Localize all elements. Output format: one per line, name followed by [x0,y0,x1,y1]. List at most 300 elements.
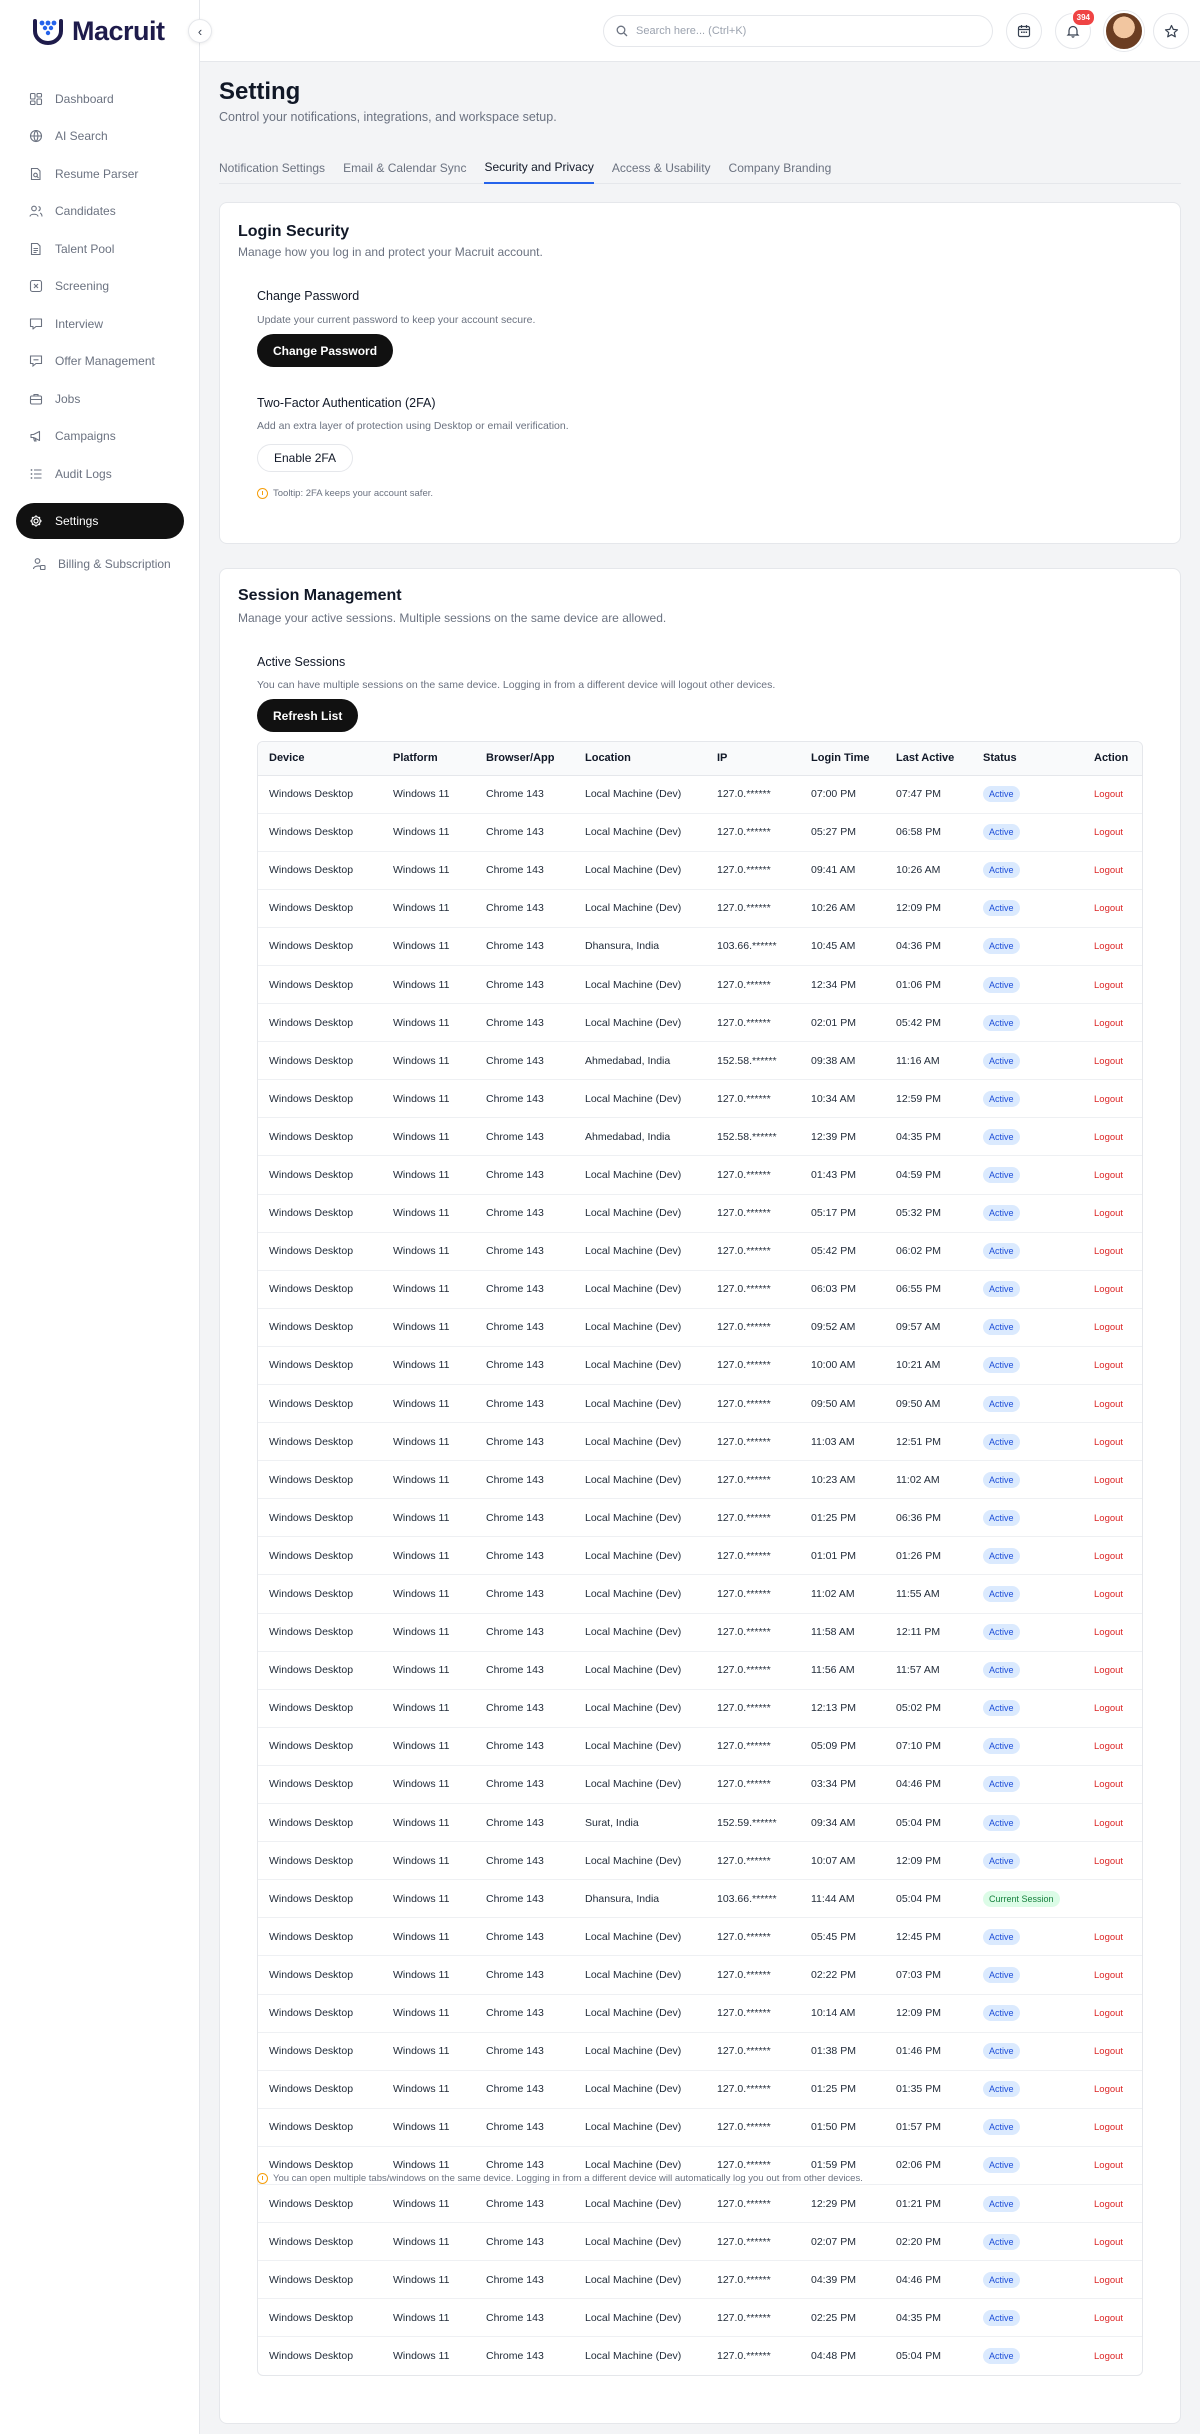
sidebar-item-talent-pool[interactable] [16,230,184,268]
login-security-subtitle: Manage how you log in and protect your Macruit account. [238,245,543,259]
logout-link[interactable]: Logout [1094,2160,1124,2172]
table-cell: Windows 11 [382,2146,475,2184]
star-icon [1164,24,1179,39]
table-cell: Windows 11 [382,1156,475,1194]
table-cell: Chrome 143 [475,1346,574,1384]
action-cell [1083,2299,1143,2337]
status-cell [972,1842,1083,1880]
table-cell: 07:00 PM [800,775,885,813]
tab-security-and-privacy[interactable]: Security and Privacy [484,152,593,184]
logout-link[interactable]: Logout [1094,1398,1124,1410]
table-row [258,2070,1143,2108]
table-cell: Chrome 143 [475,1537,574,1575]
table-cell: Windows 11 [382,775,475,813]
table-cell: 12:09 PM [885,889,972,927]
action-cell [1083,1346,1143,1384]
status-cell [972,1461,1083,1499]
sidebar-item-label: Candidates [55,204,116,219]
table-cell: 05:42 PM [800,1232,885,1270]
action-cell [1083,1461,1143,1499]
table-cell: Local Machine (Dev) [574,1461,706,1499]
table-cell: 01:25 PM [800,2070,885,2108]
search-input[interactable] [603,15,993,47]
table-cell: 103.66.****** [706,927,800,965]
table-cell: Local Machine (Dev) [574,1613,706,1651]
change-password-button[interactable]: Change Password [257,334,393,367]
logout-link[interactable]: Logout [1094,1055,1124,1067]
table-cell: 127.0.****** [706,1270,800,1308]
billing-icon [32,557,46,571]
table-cell: Windows Desktop [258,2032,382,2070]
action-cell [1083,1765,1143,1803]
column-header-platform: Platform [382,742,475,775]
table-cell: 10:21 AM [885,1346,972,1384]
table-cell: 10:26 AM [800,889,885,927]
action-cell [1083,1080,1143,1118]
table-cell: 10:34 AM [800,1080,885,1118]
sidebar-item-interview[interactable] [16,305,184,343]
table-body [258,775,1143,2375]
table-row [258,1194,1143,1232]
status-badge: Active [983,2348,1020,2364]
status-badge: Active [983,1586,1020,1602]
table-cell: Windows 11 [382,1727,475,1765]
sessions-table [257,741,1143,2376]
dashboard-icon [29,92,43,106]
logout-link[interactable]: Logout [1094,827,1124,839]
table-cell: Windows Desktop [258,1537,382,1575]
chevron-left-icon: ‹ [197,23,203,39]
enable-2fa-button[interactable]: Enable 2FA [257,444,353,472]
table-cell: Windows 11 [382,1994,475,2032]
table-cell: 10:45 AM [800,927,885,965]
logout-link[interactable]: Logout [1094,1817,1124,1829]
sidebar-item-resume-parser[interactable] [16,155,184,193]
action-cell [1083,1308,1143,1346]
table-cell: Local Machine (Dev) [574,2223,706,2261]
status-badge: Active [983,2234,1020,2250]
table-cell: Windows Desktop [258,1118,382,1156]
table-cell: Windows 11 [382,1270,475,1308]
sidebar-item-label: Resume Parser [55,166,139,181]
table-cell: 127.0.****** [706,2070,800,2108]
table-cell: Chrome 143 [475,813,574,851]
logout-link[interactable]: Logout [1094,2122,1124,2134]
logout-link[interactable]: Logout [1094,1550,1124,1562]
table-cell: Windows Desktop [258,2184,382,2222]
status-badge: Active [983,938,1020,954]
file-icon [29,242,43,256]
action-cell [1083,813,1143,851]
table-cell: 01:35 PM [885,2070,972,2108]
tab-company-branding[interactable]: Company Branding [728,161,832,175]
table-cell: 127.0.****** [706,1537,800,1575]
logout-link[interactable]: Logout [1094,1627,1124,1639]
table-cell: Windows Desktop [258,1499,382,1537]
logout-link[interactable]: Logout [1094,1589,1124,1601]
table-cell: 127.0.****** [717,2350,771,2363]
action-cell [1083,1118,1143,1156]
login-security-card [219,202,1181,544]
table-row [258,2261,1143,2299]
table-cell: 01:43 PM [800,1156,885,1194]
table-cell: Local Machine (Dev) [574,1194,706,1232]
table-cell: 02:07 PM [800,2223,885,2261]
table-cell: Local Machine (Dev) [574,1994,706,2032]
session-management-subtitle: Manage your active sessions. Multiple sessions on the same device are allowed. [238,611,667,625]
logout-link[interactable]: Logout [1094,1779,1124,1791]
table-cell: Windows Desktop [258,1080,382,1118]
table-cell: 127.0.****** [706,965,800,1003]
logout-link[interactable]: Logout [1094,1741,1124,1753]
table-cell: 04:48 PM [811,2350,856,2363]
logout-link[interactable]: Logout [1094,2274,1124,2286]
logout-link[interactable]: Logout [1094,1665,1124,1677]
table-cell: Windows Desktop [258,1575,382,1613]
table-row [258,1156,1143,1194]
table-cell: 06:55 PM [885,1270,972,1308]
status-badge: Active [983,1396,1020,1412]
table-cell: 04:35 PM [885,1118,972,1156]
status-badge: Active [983,1053,1020,1069]
logout-link[interactable]: Logout [1094,1703,1124,1715]
status-cell [972,1385,1083,1423]
table-cell: Chrome 143 [475,2261,574,2299]
document-search-icon [29,167,43,181]
logout-link[interactable]: Logout [1094,2351,1124,2363]
tab-notification-settings[interactable]: Notification Settings [219,161,326,175]
table-cell: Local Machine (Dev) [574,2299,706,2337]
table-cell: 01:06 PM [885,965,972,1003]
action-cell [1083,1651,1143,1689]
sidebar-item-label: Interview [55,316,104,331]
action-cell [1083,1499,1143,1537]
logout-link[interactable]: Logout [1094,903,1124,915]
table-row [258,1918,1143,1956]
table-cell: 12:09 PM [885,1994,972,2032]
table-cell: Windows Desktop [258,1385,382,1423]
logout-link[interactable]: Logout [1094,865,1124,877]
column-header-action: Action [1083,742,1143,775]
table-cell: Chrome 143 [475,1004,574,1042]
table-cell: Windows 11 [382,1346,475,1384]
logout-link[interactable]: Logout [1094,2312,1124,2324]
logout-link[interactable]: Logout [1094,1131,1124,1143]
logout-link[interactable]: Logout [1094,2084,1124,2096]
logout-link[interactable]: Logout [1094,1474,1124,1486]
collapse-sidebar-button[interactable] [188,19,212,43]
sidebar-item-label: Talent Pool [55,241,115,256]
status-cell [972,1232,1083,1270]
status-cell [972,1308,1083,1346]
table-cell: 152.59.****** [706,1804,800,1842]
table-cell: 152.58.****** [706,1118,800,1156]
logout-link[interactable]: Logout [1094,1931,1124,1943]
logout-link[interactable]: Logout [1094,1360,1124,1372]
table-row [258,1842,1143,1880]
table-cell: Local Machine (Dev) [574,1689,706,1727]
table-cell: Windows Desktop [258,1423,382,1461]
table-cell: 09:57 AM [885,1308,972,1346]
table-cell: 01:21 PM [885,2184,972,2222]
logout-link[interactable]: Logout [1094,2236,1124,2248]
sidebar-item-label: Billing & Subscription [58,557,171,572]
table-cell: Windows 11 [382,1004,475,1042]
sidebar-item-label: Campaigns [55,429,116,444]
table-cell: Windows 11 [382,2070,475,2108]
logout-link[interactable]: Logout [1094,1208,1124,1220]
table-cell: Local Machine (Dev) [574,2070,706,2108]
table-cell: 127.0.****** [706,889,800,927]
table-cell: Local Machine (Dev) [585,2350,682,2363]
search-icon [616,25,628,37]
two-factor-tooltip [257,488,433,499]
calendar-button[interactable] [1006,13,1042,49]
table-cell: Local Machine (Dev) [574,1308,706,1346]
status-badge: Active [983,900,1020,916]
logout-link[interactable]: Logout [1094,2046,1124,2058]
status-badge: Active [983,1853,1020,1869]
table-cell: Windows 11 [382,1880,475,1918]
sidebar-item-screening[interactable] [16,268,184,306]
table-cell: Chrome 143 [475,2299,574,2337]
status-cell [972,2070,1083,2108]
table-row [258,1385,1143,1423]
sessions-footer-tip-text: You can open multiple tabs/windows on the same device. Logging in from a different device will automatically log you out from other devices. [273,2173,863,2184]
action-cell [1083,1727,1143,1765]
table-cell: Windows Desktop [258,1156,382,1194]
status-cell [972,813,1083,851]
status-cell [972,1537,1083,1575]
table-cell: 10:07 AM [800,1842,885,1880]
table-cell: 01:50 PM [800,2108,885,2146]
status-cell [972,1499,1083,1537]
logout-link[interactable]: Logout [1094,1284,1124,1296]
table-cell: 11:57 AM [885,1651,972,1689]
table-cell: 01:01 PM [800,1537,885,1575]
status-cell [972,1804,1083,1842]
table-cell: Windows 11 [382,1765,475,1803]
table-cell: Windows Desktop [258,1765,382,1803]
table-cell: Chrome 143 [475,927,574,965]
sidebar-item-dashboard[interactable] [16,80,184,118]
table-cell: 127.0.****** [706,1346,800,1384]
sidebar-item-jobs[interactable] [16,380,184,418]
logout-link[interactable]: Logout [1094,1169,1124,1181]
table-cell: Windows Desktop [258,2223,382,2261]
table-cell: 02:01 PM [800,1004,885,1042]
table-row [258,1651,1143,1689]
table-cell: 127.0.****** [706,2032,800,2070]
table-cell: 127.0.****** [706,2299,800,2337]
table-row [258,1118,1143,1156]
table-cell: 01:57 PM [885,2108,972,2146]
status-cell [972,2223,1083,2261]
action-cell [1083,1613,1143,1651]
table-cell: Windows Desktop [258,1804,382,1842]
logout-link[interactable]: Logout [1094,1969,1124,1981]
table-cell: Local Machine (Dev) [574,1727,706,1765]
table-cell: 127.0.****** [706,1156,800,1194]
sidebar-item-label: Jobs [55,391,81,406]
table-row [258,1689,1143,1727]
list-icon [29,467,43,481]
table-cell: Windows 11 [382,1308,475,1346]
table-cell: Chrome 143 [475,1575,574,1613]
status-badge: Active [983,2005,1020,2021]
status-cell [972,1194,1083,1232]
table-cell: 11:03 AM [800,1423,885,1461]
table-cell: Windows Desktop [258,1004,382,1042]
table-row [258,1880,1143,1918]
table-cell: Windows Desktop [258,1689,382,1727]
logo[interactable] [32,16,165,46]
action-cell [1083,1918,1143,1956]
table-cell: 127.0.****** [706,1994,800,2032]
table-cell: Local Machine (Dev) [574,2261,706,2299]
table-cell: Local Machine (Dev) [574,2146,706,2184]
table-cell: 06:02 PM [885,1232,972,1270]
table-cell: 152.58.****** [706,1042,800,1080]
table-row [258,1232,1143,1270]
action-cell [1083,775,1143,813]
table-cell: 09:52 AM [800,1308,885,1346]
logout-link[interactable]: Logout [1094,941,1124,953]
sidebar-item-ai-search[interactable] [16,118,184,156]
status-badge: Active [983,1205,1020,1221]
favorites-button[interactable] [1153,13,1189,49]
logout-link[interactable]: Logout [1094,979,1124,991]
sidebar-item-label: Dashboard [55,91,114,106]
table-cell: Windows 11 [382,1689,475,1727]
logout-link[interactable]: Logout [1094,1017,1124,1029]
page-subtitle: Control your notifications, integrations, and workspace setup. [219,110,557,124]
logout-link[interactable]: Logout [1094,1093,1124,1105]
status-badge: Active [983,2119,1020,2135]
table-row [258,1461,1143,1499]
table-cell: 127.0.****** [706,1651,800,1689]
sidebar [0,0,203,2434]
table-cell: Local Machine (Dev) [574,1346,706,1384]
logout-link[interactable]: Logout [1094,2008,1124,2020]
tab-access-usability[interactable]: Access & Usability [611,161,711,175]
logout-link[interactable]: Logout [1094,1436,1124,1448]
sidebar-item-audit-logs[interactable] [16,455,184,493]
table-cell: 127.0.****** [706,2184,800,2222]
sidebar-item-campaigns[interactable] [16,418,184,456]
notifications-button[interactable] [1055,13,1091,49]
table-row [258,1308,1143,1346]
action-cell [1083,965,1143,1003]
status-badge: Active [983,1281,1020,1297]
status-cell [972,965,1083,1003]
logout-link[interactable]: Logout [1094,1855,1124,1867]
status-badge: Active [983,1929,1020,1945]
table-cell: 04:46 PM [885,1765,972,1803]
table-cell: Chrome 143 [475,1118,574,1156]
status-cell [972,851,1083,889]
action-cell [1083,2337,1143,2375]
sidebar-item-label: Offer Management [55,354,155,369]
logo-text: Macruit [72,15,165,46]
action-cell [1083,851,1143,889]
table-row [258,1575,1143,1613]
status-badge: Active [983,1015,1020,1031]
logout-link[interactable]: Logout [1094,1322,1124,1334]
table-cell: 127.0.****** [706,1080,800,1118]
logout-link[interactable]: Logout [1094,789,1124,801]
table-cell: Surat, India [574,1804,706,1842]
table-cell: 11:02 AM [800,1575,885,1613]
avatar[interactable] [1104,11,1144,51]
table-cell: Windows 11 [382,2261,475,2299]
action-cell [1083,1880,1143,1918]
table-cell: 11:02 AM [885,1461,972,1499]
tab-email-calendar-sync[interactable]: Email & Calendar Sync [343,161,467,175]
topbar [197,0,1200,62]
action-cell [1083,1537,1143,1575]
status-cell [972,1004,1083,1042]
column-header-device: Device [258,742,382,775]
table-row [258,1994,1143,2032]
table-cell: Windows Desktop [258,2108,382,2146]
table-cell: Chrome 143 [475,1765,574,1803]
logout-link[interactable]: Logout [1094,1246,1124,1258]
table-cell: Local Machine (Dev) [574,1004,706,1042]
table-cell: 12:13 PM [800,1689,885,1727]
table-cell: 06:03 PM [800,1270,885,1308]
table-cell: 05:04 PM [885,1804,972,1842]
table-cell: Windows 11 [382,1842,475,1880]
table-cell: Windows Desktop [258,1880,382,1918]
status-cell [972,2184,1083,2222]
table-cell: 11:58 AM [800,1613,885,1651]
action-cell [1083,1575,1143,1613]
table-cell: Windows Desktop [258,813,382,851]
status-badge: Active [983,1700,1020,1716]
refresh-list-button[interactable]: Refresh List [257,699,358,732]
status-cell [972,1765,1083,1803]
action-cell [1083,889,1143,927]
table-row [258,813,1143,851]
logout-link[interactable]: Logout [1094,1512,1124,1524]
status-badge: Active [983,786,1020,802]
table-cell: 05:42 PM [885,1004,972,1042]
table-cell: 05:17 PM [800,1194,885,1232]
sidebar-item-billing-subscription[interactable] [16,546,184,584]
table-cell: Windows 11 [382,1537,475,1575]
login-security-title: Login Security [238,223,350,240]
table-cell: Windows 11 [382,1042,475,1080]
logout-link[interactable]: Logout [1094,2198,1124,2210]
status-badge: Active [983,1662,1020,1678]
table-row [258,1537,1143,1575]
sidebar-item-settings[interactable] [16,503,184,539]
sidebar-item-offer-management[interactable] [16,343,184,381]
sidebar-item-candidates[interactable] [16,193,184,231]
action-cell [1083,2223,1143,2261]
change-password-label: Change Password [257,289,360,303]
table-cell: 127.0.****** [706,1575,800,1613]
table-row [258,965,1143,1003]
table-cell: Local Machine (Dev) [574,813,706,851]
table-cell: Windows Desktop [258,2261,382,2299]
status-cell [972,1689,1083,1727]
table-cell: Chrome 143 [475,1651,574,1689]
table-cell: Windows 11 [382,1461,475,1499]
status-cell [972,1346,1083,1384]
sidebar-item-label: Screening [55,279,110,294]
